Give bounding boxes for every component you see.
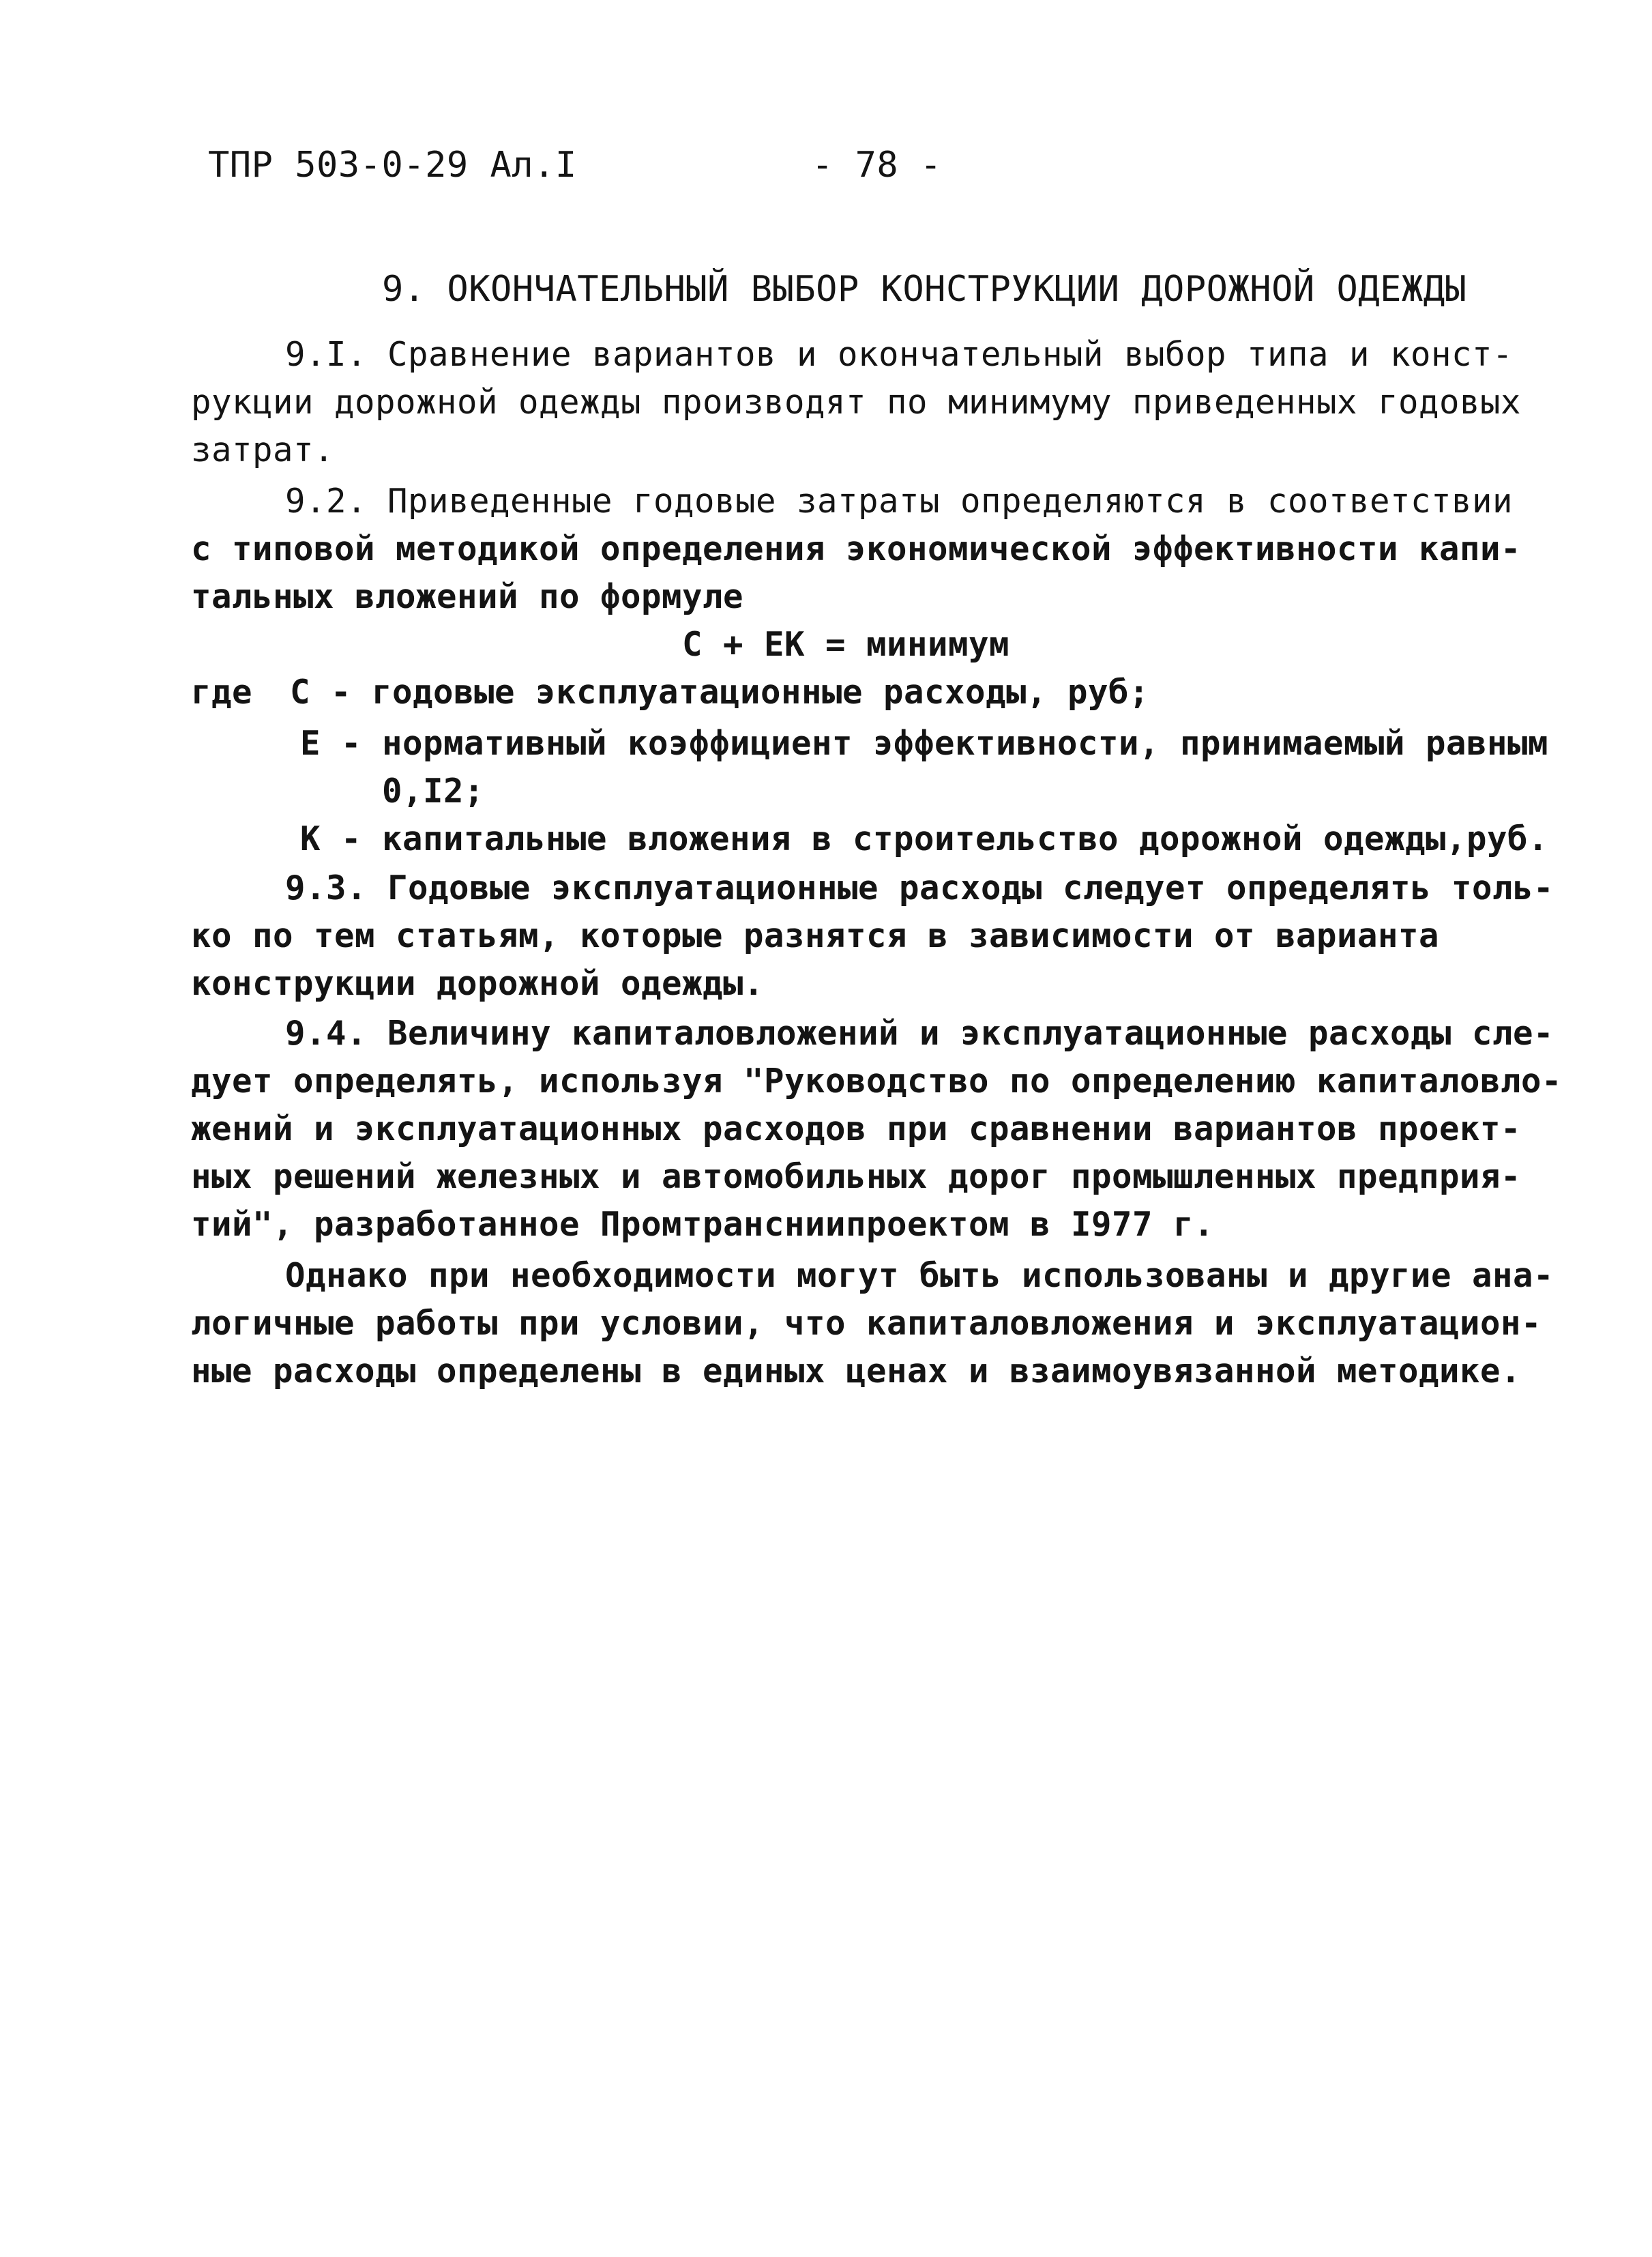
legend-item-e: Е - нормативный коэффициент эффективности, принимаемый равным (300, 724, 1549, 763)
text-line: тальных вложений по формуле (191, 577, 744, 616)
text-line: жений и эксплуатационных расходов при сравнении вариантов проект- (191, 1109, 1522, 1148)
text-line: конструкции дорожной одежды. (191, 964, 765, 1003)
text-line: логичные работы при условии, что капиталовложения и эксплуатацион- (191, 1304, 1542, 1343)
text-line: ные расходы определены в единых ценах и взаимоувязанной методике. (191, 1352, 1522, 1390)
text-line: 9.2. Приведенные годовые затраты определяются в соответствии (285, 482, 1514, 521)
legend-item-k: К - капитальные вложения в строительство дорожной одежды,руб. (300, 819, 1549, 858)
text-line: рукции дорожной одежды производят по минимуму приведенных годовых (191, 383, 1522, 422)
text-line: затрат. (191, 431, 335, 469)
text-line: 9.4. Величину капиталовложений и эксплуатационные расходы сле- (285, 1014, 1554, 1053)
text-line: ных решений железных и автомобильных дорог промышленных предприя- (191, 1157, 1522, 1196)
text-line: Однако при необходимости могут быть использованы и другие ана- (285, 1256, 1554, 1295)
text-line: 9.3. Годовые эксплуатационные расходы следует определять толь- (285, 869, 1554, 907)
text-line: тий", разработанное Промтрансниипроектом в I977 г. (191, 1205, 1215, 1244)
formula: С + ЕК = минимум (682, 625, 1010, 664)
legend-item-e-value: 0,I2; (382, 772, 485, 811)
document-code: ТПР 503-0-29 Ал.I (208, 145, 577, 186)
section-title: 9. ОКОНЧАТЕЛЬНЫЙ ВЫБОР КОНСТРУКЦИИ ДОРОЖНОЙ ОДЕЖДЫ (382, 269, 1467, 310)
text-line: ко по тем статьям, которые разнятся в зависимости от варианта (191, 916, 1440, 955)
page-number: - 78 - (812, 145, 942, 186)
text-line: 9.I. Сравнение вариантов и окончательный выбор типа и конст- (285, 335, 1514, 374)
legend-item-c: С - годовые эксплуатационные расходы, руб; (290, 673, 1150, 712)
legend-where-label: где (191, 673, 253, 712)
text-line: с типовой методикой определения экономической эффективности капи- (191, 529, 1522, 568)
text-line: дует определять, используя "Руководство по определению капиталовло- (191, 1062, 1563, 1101)
